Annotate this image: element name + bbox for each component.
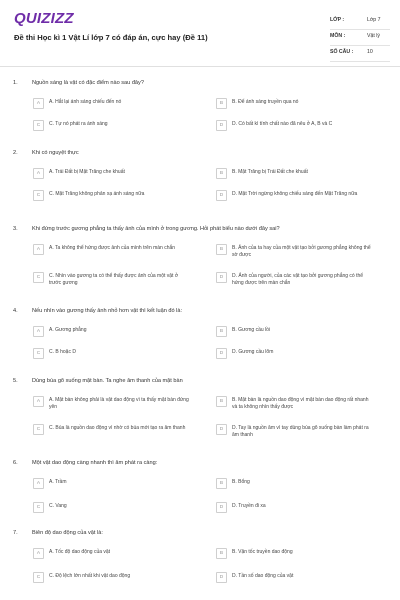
option-letter: D — [216, 502, 227, 513]
option-letter: A — [33, 478, 44, 489]
option-text: A. Trầm — [49, 479, 67, 485]
option-text: C. B hoặc D — [49, 349, 76, 355]
option-letter: B — [216, 396, 227, 407]
question-text: Nguồn sáng là vật có đặc điểm nào sau đây? — [32, 80, 144, 86]
option-text: C. Độ lệch lớn nhất khi vật dao động — [49, 573, 131, 579]
option-letter: A — [33, 548, 44, 559]
question-text: Nếu nhìn vào gương thấy ảnh nhỏ hơn vật thì kết luận đó là: — [32, 308, 183, 314]
option-letter: C — [33, 272, 44, 283]
meta-key: LỚP : — [330, 17, 345, 23]
meta-row-subject — [330, 30, 390, 46]
question-number: 2. — [13, 150, 18, 156]
option-letter: D — [216, 348, 227, 359]
question-text: Khi có nguyệt thực — [32, 150, 79, 156]
option-letter: C — [33, 572, 44, 583]
option-text: C. Tự nó phát ra ánh sáng — [49, 121, 108, 127]
option-letter: D — [216, 120, 227, 131]
option-text: D. Tay là nguồn âm vì tay dùng búa gõ xuống bàn làm phát ra âm thanh — [232, 425, 369, 438]
option-text: D. Có bất kì tính chất nào đã nêu ở A, B và C — [232, 121, 333, 127]
option-text: D. Ảnh của người, của các vật tạo bởi gương phẳng có thể hứng được trên màn chắn — [232, 273, 364, 286]
option-text: C. Búa là nguồn dao động vì nhờ có búa mới tạo ra âm thanh — [49, 425, 186, 431]
option-letter: B — [216, 168, 227, 179]
question-number: 1. — [13, 80, 18, 86]
option-letter: D — [216, 272, 227, 283]
option-letter: C — [33, 348, 44, 359]
option-letter: C — [33, 502, 44, 513]
question-number: 4. — [13, 308, 18, 314]
option-text: A. Trái Đất bị Mặt Trăng che khuất — [49, 169, 125, 175]
question-number: 7. — [13, 530, 18, 536]
meta-value: Lớp 7 — [367, 17, 381, 23]
option-letter: D — [216, 572, 227, 583]
option-text: D. Mặt Trời ngừng không chiếu sáng đến Mặt Trăng nữa — [232, 191, 358, 197]
option-letter: A — [33, 168, 44, 179]
option-text: D. Truyền đi xa — [232, 503, 266, 509]
meta-table — [330, 14, 390, 62]
option-text: D. Tần số dao động của vật — [232, 573, 294, 579]
quizizz-logo: QUIZIZZ — [14, 10, 74, 27]
question-text: Một vật dao động càng nhanh thì âm phát ra càng: — [32, 460, 158, 466]
option-letter: A — [33, 326, 44, 337]
option-letter: D — [216, 190, 227, 201]
option-text: A. Hắt lại ánh sáng chiếu đến nó — [49, 99, 122, 105]
meta-value: Vật lý — [367, 33, 380, 39]
option-letter: B — [216, 98, 227, 109]
option-text: B. Mặt bàn là nguồn dao động vì mặt bàn dao động rất nhanh và ta không nhìn thấy được — [232, 397, 369, 410]
option-letter: A — [33, 396, 44, 407]
meta-value: 10 — [367, 49, 373, 55]
option-text: B. Gương cầu lồi — [232, 327, 271, 333]
option-text: A. Mặt bàn không phải là vật dao động vì ta thấy mặt bàn đứng yên — [49, 397, 189, 410]
option-text: B. Để ánh sáng truyền qua nó — [232, 99, 299, 105]
option-text: C. Mặt Trăng không phản xạ ánh sáng nữa — [49, 191, 145, 197]
question-text: Dùng búa gõ xuống mặt bàn. Ta nghe âm thanh của mặt bàn — [32, 378, 183, 384]
option-text: A. Tốc độ dao động của vật — [49, 549, 111, 555]
option-text: A. Gương phẳng — [49, 327, 87, 333]
meta-key: MÔN : — [330, 33, 346, 39]
option-letter: B — [216, 548, 227, 559]
meta-key: SỐ CÂU : — [330, 49, 354, 55]
option-text: D. Gương cầu lõm — [232, 349, 274, 355]
question-text: Biên độ dao động của vật là: — [32, 530, 103, 536]
option-text: B. Ảnh của ta hay của một vật tạo bởi gương phẳng không thể sờ được — [232, 245, 371, 258]
option-letter: B — [216, 244, 227, 255]
meta-row-count — [330, 46, 390, 62]
question-number: 3. — [13, 226, 18, 232]
option-letter: C — [33, 424, 44, 435]
option-letter: B — [216, 326, 227, 337]
question-number: 5. — [13, 378, 18, 384]
option-text: B. Bổng — [232, 479, 250, 485]
question-text: Khi đứng trước gương phẳng ta thấy ảnh của mình ở trong gương. Hỏi phát biểu nào dưới đây sai? — [32, 226, 280, 232]
page-title: Đề thi Học kì 1 Vật Lí lớp 7 có đáp án, cực hay (Đề 11) — [14, 33, 208, 42]
option-letter: C — [33, 120, 44, 131]
option-text: B. Vận tốc truyền dao động — [232, 549, 293, 555]
option-letter: B — [216, 478, 227, 489]
option-letter: D — [216, 424, 227, 435]
question-number: 6. — [13, 460, 18, 466]
option-letter: A — [33, 244, 44, 255]
option-text: B. Mặt Trăng bị Trái Đất che khuất — [232, 169, 308, 175]
header-divider — [0, 66, 400, 67]
meta-row-grade — [330, 14, 390, 30]
option-text: C. Nhìn vào gương ta có thể thấy được ảnh của một vật ở trước gương — [49, 273, 179, 286]
option-letter: C — [33, 190, 44, 201]
worksheet-header — [0, 0, 400, 62]
option-letter: A — [33, 98, 44, 109]
option-text: C. Vang — [49, 503, 67, 509]
option-text: A. Ta không thể hứng được ảnh của mình trên màn chắn — [49, 245, 176, 251]
